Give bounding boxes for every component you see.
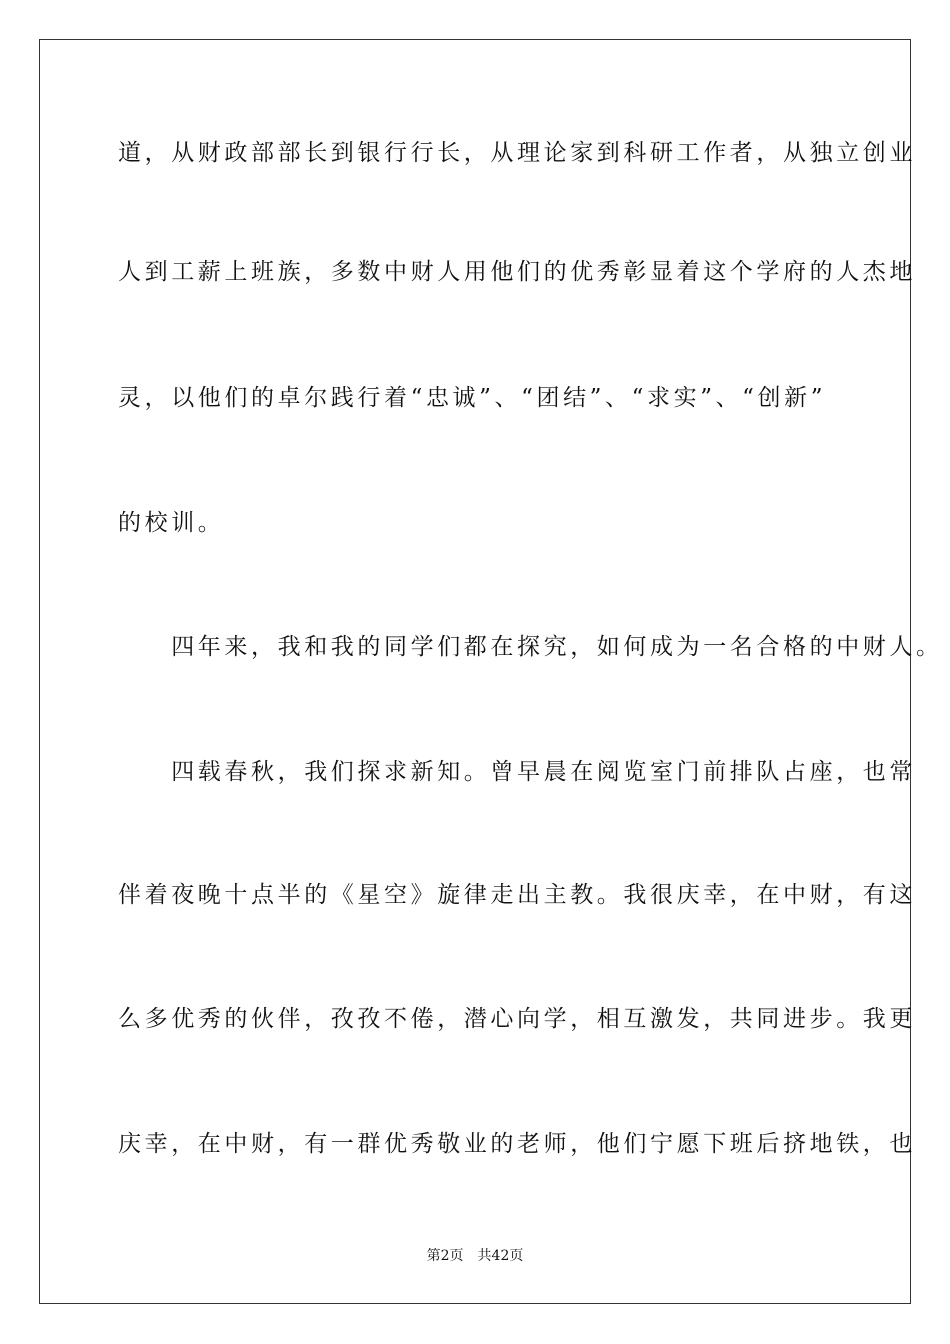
body-text-line: 人到工薪上班族，多数中财人用他们的优秀彰显着这个学府的人杰地 [118, 259, 916, 285]
body-text-line: 灵，以他们的卓尔践行着“忠诚”、“团结”、“求实”、“创新” [118, 385, 827, 411]
page-total: 共42页 [477, 1248, 524, 1264]
body-text-line: 伴着夜晚十点半的《星空》旋律走出主教。我很庆幸，在中财，有这 [118, 882, 916, 908]
page-border [39, 39, 911, 1304]
page-footer [0, 1246, 950, 1266]
body-text-line: 四载春秋，我们探求新知。曾早晨在阅览室门前排队占座，也常 [118, 759, 916, 785]
body-text-line: 的校训。 [118, 510, 225, 536]
page-number: 第2页 [426, 1248, 464, 1264]
body-text-line: 道，从财政部部长到银行行长，从理论家到科研工作者，从独立创业 [118, 140, 916, 166]
body-text-line: 四年来，我和我的同学们都在探究，如何成为一名合格的中财人。 [118, 634, 943, 660]
body-text-line: 么多优秀的伙伴，孜孜不倦，潜心向学，相互激发，共同进步。我更 [118, 1006, 916, 1032]
body-text-line: 庆幸，在中财，有一群优秀敬业的老师，他们宁愿下班后挤地铁，也 [118, 1131, 916, 1157]
